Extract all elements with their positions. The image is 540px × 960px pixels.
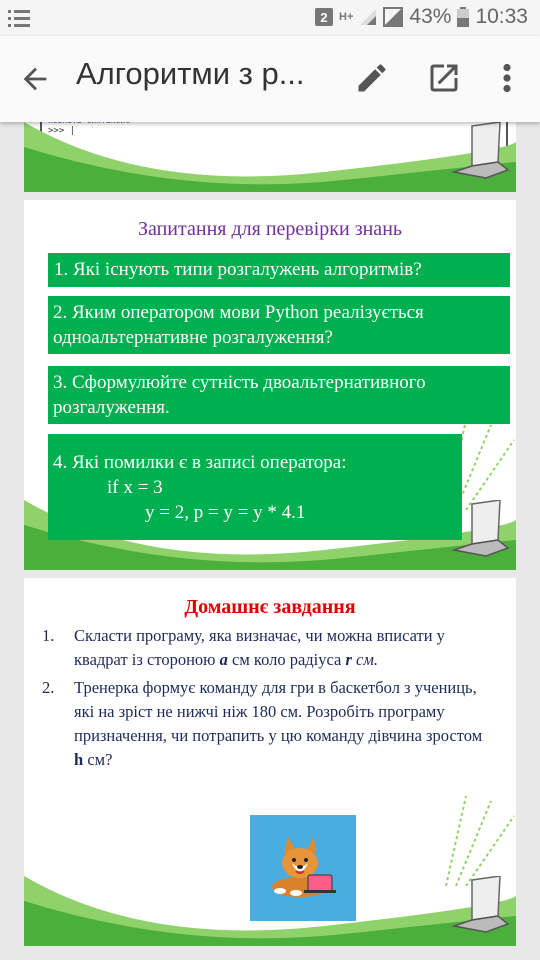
question-4 [48,434,462,540]
homework-item-1-number: 1. [42,626,55,645]
slide-homework[interactable] [24,578,516,946]
edit-pencil-icon[interactable] [354,60,390,96]
question-4-code-line-2: y = 2, p = y = y * 4.1 [145,502,306,523]
laptop-icon [450,122,510,184]
open-in-new-icon[interactable] [426,60,462,96]
variable-h: h [74,750,84,769]
question-4-text: 4. Які помилки є в записі оператора: [53,452,347,473]
network-type: H+ [339,11,354,23]
corgi-laptop-image [250,815,356,921]
questions-heading: Запитання для перевірки знань [137,218,403,240]
question-3: 3. Сформулюйте сутність двоальтернативного розгалуження. [48,366,510,424]
laptop-icon [450,876,510,938]
variable-a: a [219,650,228,669]
homework-item-1-text-a: Скласти програму, яка визначає, чи можна вписати у квадрат із стороною [74,626,445,669]
homework-item-2-text-a: Тренерка формує команду для гри в баскетбол з учениць, які на зріст не нижчі ніж 180 см. Розробіть програму призначення, чи потрапить у цю команду дівчина зростом [74,678,483,745]
sim-badge: 2 [315,8,333,26]
question-1: 1. Які існують типи розгалужень алгоритмів? [48,253,510,287]
slide-questions[interactable] [24,200,516,570]
homework-item-1-text-b: см коло радіуса [227,650,346,669]
list-icon [8,8,30,28]
status-bar [0,0,540,36]
back-arrow-icon[interactable] [18,62,52,96]
more-vert-icon[interactable] [494,60,520,96]
signal-icon-1 [359,8,377,26]
homework-item-1-unit: см. [351,650,379,669]
homework-item-1 [42,624,492,672]
python-prompt: >>> | [48,126,76,136]
homework-heading: Домашнє завдання [184,596,356,618]
homework-item-2-number: 2. [42,678,55,697]
homework-item-2 [42,676,492,772]
binary-rays-decoration [436,796,516,886]
clock: 10:33 [475,5,528,28]
battery-icon [457,7,469,27]
signal-icon-2 [383,7,403,27]
homework-item-2-text-b: см? [83,750,113,769]
corgi-icon [250,815,356,921]
question-2: 2. Яким оператором мови Python реалізується одноальтернативне розгалуження? [48,296,510,354]
question-4-code-line-1: if x = 3 [107,477,163,498]
battery-percent: 43% [409,5,452,28]
document-title: Алгоритми з р... [76,56,305,91]
app-toolbar [0,36,540,122]
variable-r: r [345,650,352,669]
